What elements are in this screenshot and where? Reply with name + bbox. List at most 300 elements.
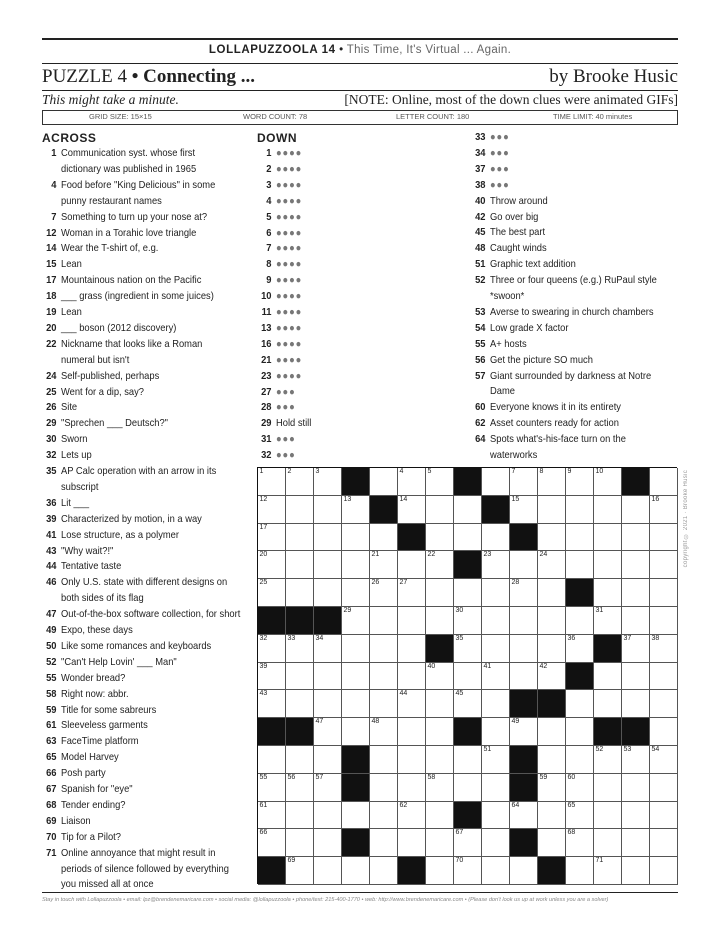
down-clue[interactable] — [475, 353, 593, 369]
grid-cell[interactable] — [510, 496, 538, 524]
grid-cell[interactable] — [426, 746, 454, 774]
grid-cell[interactable] — [566, 607, 594, 635]
grid-cell[interactable] — [510, 468, 538, 496]
grid-cell[interactable] — [594, 690, 622, 718]
grid-cell[interactable] — [258, 802, 286, 830]
grid-cell[interactable] — [510, 663, 538, 691]
grid-cell-number: 29 — [343, 607, 352, 614]
grid-cell[interactable] — [258, 829, 286, 857]
grid-cell[interactable] — [314, 663, 342, 691]
down-clue[interactable] — [475, 305, 654, 321]
grid-cell[interactable] — [538, 524, 566, 552]
grid-cell[interactable] — [370, 551, 398, 579]
across-clue[interactable] — [46, 432, 88, 448]
down-clue-gif[interactable] — [261, 305, 303, 321]
grid-cell[interactable] — [566, 690, 594, 718]
grid-cell[interactable] — [566, 468, 594, 496]
grid-cell[interactable] — [426, 829, 454, 857]
grid-cell[interactable] — [482, 579, 510, 607]
grid-cell[interactable] — [538, 496, 566, 524]
down-clue[interactable] — [475, 432, 626, 464]
grid-cell[interactable] — [594, 774, 622, 802]
clue-text: periods of silence followed by everything — [61, 863, 229, 875]
grid-black-square — [258, 607, 286, 635]
grid-cell[interactable] — [258, 579, 286, 607]
clue-number: 40 — [475, 195, 486, 207]
grid-cell[interactable] — [510, 579, 538, 607]
across-clue[interactable] — [46, 385, 144, 401]
grid-cell[interactable] — [594, 857, 622, 885]
grid-cell[interactable] — [650, 857, 678, 885]
grid-cell[interactable] — [538, 829, 566, 857]
grid-cell[interactable] — [286, 802, 314, 830]
grid-cell[interactable] — [426, 607, 454, 635]
tagline: This might take a minute. — [42, 92, 179, 107]
grid-cell[interactable] — [650, 635, 678, 663]
grid-cell[interactable] — [370, 718, 398, 746]
grid-cell[interactable] — [482, 663, 510, 691]
across-clue[interactable] — [46, 607, 241, 623]
grid-cell[interactable] — [398, 690, 426, 718]
down-clue[interactable] — [475, 369, 652, 401]
grid-cell[interactable] — [454, 607, 482, 635]
grid-cell[interactable] — [370, 802, 398, 830]
grid-cell[interactable] — [314, 468, 342, 496]
across-clue[interactable] — [46, 639, 212, 655]
grid-cell[interactable] — [314, 857, 342, 885]
down-clue[interactable] — [475, 257, 576, 273]
grid-cell[interactable] — [510, 635, 538, 663]
down-clue-gif[interactable] — [261, 369, 303, 385]
grid-cell[interactable] — [342, 607, 370, 635]
grid-cell[interactable] — [594, 468, 622, 496]
grid-cell[interactable] — [650, 607, 678, 635]
grid-cell[interactable] — [258, 635, 286, 663]
grid-cell[interactable] — [622, 579, 650, 607]
grid-cell[interactable] — [426, 802, 454, 830]
down-clue-gif[interactable] — [266, 178, 303, 194]
grid-cell[interactable] — [566, 496, 594, 524]
across-clue[interactable] — [46, 623, 133, 639]
clue-text: *swoon* — [490, 291, 525, 302]
grid-cell[interactable] — [566, 829, 594, 857]
grid-cell[interactable] — [258, 551, 286, 579]
grid-cell[interactable] — [622, 857, 650, 885]
grid-cell[interactable] — [314, 690, 342, 718]
across-clue[interactable] — [46, 830, 121, 846]
grid-cell[interactable] — [370, 857, 398, 885]
grid-cell[interactable] — [538, 551, 566, 579]
across-clue[interactable] — [46, 655, 177, 671]
grid-cell[interactable] — [398, 607, 426, 635]
grid-cell[interactable] — [286, 690, 314, 718]
grid-cell[interactable] — [482, 718, 510, 746]
grid-cell[interactable] — [454, 774, 482, 802]
grid-cell[interactable] — [286, 663, 314, 691]
grid-cell[interactable] — [510, 607, 538, 635]
across-clue[interactable] — [46, 337, 203, 369]
grid-cell[interactable] — [454, 829, 482, 857]
grid-cell[interactable] — [538, 802, 566, 830]
grid-cell[interactable] — [650, 496, 678, 524]
across-clue[interactable] — [46, 369, 160, 385]
grid-cell[interactable] — [566, 524, 594, 552]
grid-cell-number: 4 — [399, 468, 404, 475]
grid-cell[interactable] — [594, 496, 622, 524]
grid-cell[interactable] — [594, 746, 622, 774]
down-clue-gif[interactable] — [266, 257, 303, 273]
grid-cell[interactable] — [622, 829, 650, 857]
grid-cell[interactable] — [482, 857, 510, 885]
grid-cell[interactable] — [258, 746, 286, 774]
across-clue[interactable] — [51, 146, 197, 178]
grid-cell[interactable] — [594, 607, 622, 635]
grid-cell[interactable] — [482, 551, 510, 579]
grid-cell[interactable] — [482, 524, 510, 552]
across-clue[interactable] — [46, 226, 197, 242]
grid-cell[interactable] — [370, 774, 398, 802]
across-clue[interactable] — [46, 846, 229, 894]
grid-cell[interactable] — [426, 496, 454, 524]
grid-cell[interactable] — [286, 635, 314, 663]
grid-cell[interactable] — [398, 468, 426, 496]
clue-text: Right now: abbr. — [61, 688, 129, 700]
grid-cell[interactable] — [314, 635, 342, 663]
grid-cell[interactable] — [342, 551, 370, 579]
grid-cell[interactable] — [538, 774, 566, 802]
grid-cell[interactable] — [566, 746, 594, 774]
down-clue[interactable] — [475, 321, 569, 337]
grid-cell[interactable] — [566, 635, 594, 663]
down-clue-gif[interactable] — [261, 400, 296, 416]
grid-cell[interactable] — [286, 829, 314, 857]
across-clue[interactable] — [46, 321, 177, 337]
grid-cell[interactable] — [538, 746, 566, 774]
grid-cell[interactable] — [314, 579, 342, 607]
grid-cell[interactable] — [622, 802, 650, 830]
grid-cell[interactable] — [650, 690, 678, 718]
grid-cell[interactable] — [594, 551, 622, 579]
across-clue[interactable] — [46, 734, 139, 750]
down-clue-gif[interactable] — [261, 353, 303, 369]
down-clue-gif[interactable] — [266, 273, 303, 289]
grid-cell[interactable] — [370, 746, 398, 774]
grid-cell[interactable] — [342, 524, 370, 552]
grid-cell-number: 67 — [455, 829, 464, 837]
grid-cell[interactable] — [342, 718, 370, 746]
grid-cell[interactable] — [622, 690, 650, 718]
grid-cell[interactable] — [650, 802, 678, 830]
grid-cell[interactable] — [454, 746, 482, 774]
down-clue-gif[interactable] — [266, 162, 303, 178]
down-clue-gif[interactable] — [266, 241, 303, 257]
clue-number: 55 — [475, 338, 486, 350]
across-clue[interactable] — [46, 703, 157, 719]
down-clue-gif[interactable] — [266, 210, 303, 226]
across-clue[interactable] — [46, 400, 78, 416]
across-clue[interactable] — [46, 544, 114, 560]
grid-cell[interactable] — [538, 635, 566, 663]
grid-cell[interactable] — [286, 496, 314, 524]
grid-cell[interactable] — [594, 579, 622, 607]
grid-cell[interactable] — [510, 802, 538, 830]
grid-cell[interactable] — [370, 607, 398, 635]
grid-cell[interactable] — [370, 468, 398, 496]
grid-cell[interactable] — [622, 774, 650, 802]
grid-cell[interactable] — [650, 774, 678, 802]
grid-cell[interactable] — [426, 774, 454, 802]
grid-cell[interactable] — [454, 663, 482, 691]
across-clue[interactable] — [46, 766, 106, 782]
grid-cell[interactable] — [370, 663, 398, 691]
clue-number: 15 — [46, 259, 57, 271]
grid-cell[interactable] — [454, 496, 482, 524]
grid-cell[interactable] — [314, 802, 342, 830]
across-clue[interactable] — [46, 671, 126, 687]
grid-cell[interactable] — [370, 579, 398, 607]
grid-cell[interactable] — [342, 663, 370, 691]
grid-cell[interactable] — [482, 802, 510, 830]
grid-cell[interactable] — [258, 774, 286, 802]
grid-cell[interactable] — [314, 829, 342, 857]
grid-cell[interactable] — [258, 524, 286, 552]
grid-cell[interactable] — [286, 579, 314, 607]
grid-cell[interactable] — [258, 690, 286, 718]
across-clue[interactable] — [46, 528, 179, 544]
grid-cell[interactable] — [426, 663, 454, 691]
grid-cell[interactable] — [510, 857, 538, 885]
grid-cell[interactable] — [314, 746, 342, 774]
grid-cell[interactable] — [538, 607, 566, 635]
across-clue[interactable] — [46, 750, 119, 766]
grid-cell[interactable] — [286, 857, 314, 885]
across-clue[interactable] — [46, 687, 129, 703]
grid-cell[interactable] — [314, 718, 342, 746]
grid-cell[interactable] — [622, 524, 650, 552]
grid-cell-number: 52 — [595, 746, 604, 753]
grid-cell[interactable] — [370, 635, 398, 663]
grid-cell[interactable] — [426, 690, 454, 718]
grid-cell[interactable] — [398, 774, 426, 802]
grid-cell[interactable] — [398, 829, 426, 857]
grid-cell[interactable] — [398, 718, 426, 746]
grid-cell[interactable] — [622, 551, 650, 579]
down-clue[interactable] — [475, 225, 546, 241]
across-clue[interactable] — [46, 448, 92, 464]
grid-cell[interactable] — [566, 774, 594, 802]
grid-cell[interactable] — [314, 496, 342, 524]
crossword-grid[interactable] — [257, 467, 677, 884]
down-clue-gif[interactable] — [261, 448, 296, 464]
down-clue-gif[interactable] — [261, 385, 296, 401]
grid-cell[interactable] — [510, 718, 538, 746]
grid-cell[interactable] — [566, 718, 594, 746]
grid-cell[interactable] — [258, 468, 286, 496]
down-clue[interactable] — [475, 241, 547, 257]
down-clue[interactable] — [475, 273, 657, 305]
down-clue[interactable] — [475, 337, 527, 353]
grid-cell[interactable] — [622, 496, 650, 524]
puzzle-name: Connecting ... — [143, 66, 256, 87]
down-clue[interactable] — [475, 400, 621, 416]
across-clue[interactable] — [46, 289, 214, 305]
grid-cell[interactable] — [286, 551, 314, 579]
clue-number: 33 — [475, 132, 486, 143]
across-clue[interactable] — [46, 464, 217, 496]
grid-cell[interactable] — [426, 857, 454, 885]
grid-cell[interactable] — [342, 579, 370, 607]
grid-cell[interactable] — [314, 524, 342, 552]
top-rule-thick — [42, 38, 678, 40]
down-clue[interactable] — [475, 194, 548, 210]
grid-cell[interactable] — [594, 802, 622, 830]
across-clue[interactable] — [46, 416, 168, 432]
grid-cell[interactable] — [510, 551, 538, 579]
across-clue[interactable] — [46, 496, 90, 512]
grid-cell[interactable] — [398, 746, 426, 774]
across-clue[interactable] — [46, 512, 202, 528]
clue-text: Lean — [61, 307, 82, 318]
grid-cell[interactable] — [622, 635, 650, 663]
grid-cell[interactable] — [482, 468, 510, 496]
grid-cell[interactable] — [426, 718, 454, 746]
grid-cell-number: 26 — [371, 579, 380, 587]
down-clue[interactable] — [261, 416, 312, 432]
grid-cell[interactable] — [482, 829, 510, 857]
grid-cell[interactable] — [370, 524, 398, 552]
grid-cell[interactable] — [454, 690, 482, 718]
grid-black-square — [286, 607, 314, 635]
grid-cell[interactable] — [370, 829, 398, 857]
grid-cell[interactable] — [622, 746, 650, 774]
clue-number: 10 — [261, 291, 272, 303]
down-clue-gif[interactable] — [266, 146, 303, 162]
grid-cell[interactable] — [426, 468, 454, 496]
grid-cell[interactable] — [342, 802, 370, 830]
grid-cell[interactable] — [650, 718, 678, 746]
down-clue-gif[interactable] — [266, 226, 303, 242]
across-clue[interactable] — [51, 210, 208, 226]
grid-cell[interactable] — [398, 496, 426, 524]
across-clue[interactable] — [46, 814, 91, 830]
across-clue[interactable] — [51, 178, 216, 210]
grid-cell[interactable] — [454, 635, 482, 663]
across-clue[interactable] — [46, 559, 122, 575]
grid-cell[interactable] — [650, 468, 678, 496]
grid-cell[interactable] — [258, 663, 286, 691]
down-clue-gif[interactable] — [266, 194, 303, 210]
down-clue-gif[interactable] — [261, 289, 303, 305]
grid-cell[interactable] — [650, 829, 678, 857]
grid-cell[interactable] — [482, 607, 510, 635]
across-clue[interactable] — [46, 241, 159, 257]
title-row — [42, 66, 678, 90]
grid-cell[interactable] — [538, 718, 566, 746]
grid-cell[interactable] — [454, 857, 482, 885]
grid-cell[interactable] — [398, 802, 426, 830]
grid-cell[interactable] — [286, 746, 314, 774]
across-clue[interactable] — [46, 575, 228, 607]
grid-cell[interactable] — [454, 524, 482, 552]
grid-cell[interactable] — [286, 524, 314, 552]
word-count: WORD COUNT: 78 — [243, 112, 308, 121]
grid-cell[interactable] — [594, 524, 622, 552]
down-clue-gif[interactable] — [475, 162, 510, 178]
grid-cell[interactable] — [286, 774, 314, 802]
grid-cell[interactable] — [258, 496, 286, 524]
across-clue[interactable] — [46, 305, 82, 321]
grid-cell[interactable] — [454, 579, 482, 607]
across-clue[interactable] — [46, 782, 133, 798]
across-clue[interactable] — [46, 798, 126, 814]
grid-black-square — [622, 468, 650, 496]
grid-cell[interactable] — [426, 551, 454, 579]
down-clue-gif[interactable] — [475, 130, 510, 146]
grid-cell[interactable] — [426, 579, 454, 607]
down-clue[interactable] — [475, 210, 539, 226]
grid-cell[interactable] — [342, 857, 370, 885]
grid-cell[interactable] — [650, 551, 678, 579]
across-clue[interactable] — [46, 257, 82, 273]
grid-cell[interactable] — [398, 579, 426, 607]
grid-cell[interactable] — [594, 829, 622, 857]
down-clue-gif[interactable] — [475, 146, 510, 162]
grid-cell[interactable] — [482, 746, 510, 774]
grid-cell[interactable] — [566, 802, 594, 830]
grid-cell[interactable] — [538, 468, 566, 496]
grid-cell[interactable] — [342, 635, 370, 663]
grid-cell[interactable] — [622, 663, 650, 691]
grid-cell-number: 54 — [651, 746, 660, 753]
grid-cell[interactable] — [482, 774, 510, 802]
grid-cell[interactable] — [538, 663, 566, 691]
grid-cell[interactable] — [594, 663, 622, 691]
grid-cell[interactable] — [426, 524, 454, 552]
grid-cell[interactable] — [398, 635, 426, 663]
clue-number: 37 — [475, 163, 486, 175]
byline: by Brooke Husic — [549, 66, 678, 87]
grid-cell[interactable] — [342, 690, 370, 718]
grid-cell[interactable] — [398, 663, 426, 691]
grid-cell[interactable] — [370, 690, 398, 718]
grid-cell[interactable] — [650, 663, 678, 691]
grid-cell[interactable] — [398, 551, 426, 579]
down-clue-gif[interactable] — [261, 432, 296, 448]
clue-text: Wear the T-shirt of, e.g. — [61, 243, 159, 255]
clue-number: 2 — [266, 163, 272, 175]
down-clue[interactable] — [475, 416, 619, 432]
grid-cell[interactable] — [314, 551, 342, 579]
grid-cell[interactable] — [650, 746, 678, 774]
grid-cell[interactable] — [622, 607, 650, 635]
grid-cell[interactable] — [482, 635, 510, 663]
down-clue-gif[interactable] — [261, 337, 303, 353]
grid-cell[interactable] — [314, 774, 342, 802]
grid-cell[interactable] — [566, 857, 594, 885]
across-clue[interactable] — [46, 718, 148, 734]
grid-cell[interactable] — [538, 579, 566, 607]
down-clue-gif[interactable] — [261, 321, 303, 337]
across-clue[interactable] — [46, 273, 202, 289]
grid-cell[interactable] — [650, 579, 678, 607]
grid-cell[interactable] — [650, 524, 678, 552]
grid-size: GRID SIZE: 15×15 — [89, 112, 152, 121]
grid-cell[interactable] — [286, 468, 314, 496]
grid-cell[interactable] — [342, 496, 370, 524]
grid-cell[interactable] — [566, 551, 594, 579]
grid-cell[interactable] — [482, 690, 510, 718]
down-clue-gif[interactable] — [475, 178, 510, 194]
